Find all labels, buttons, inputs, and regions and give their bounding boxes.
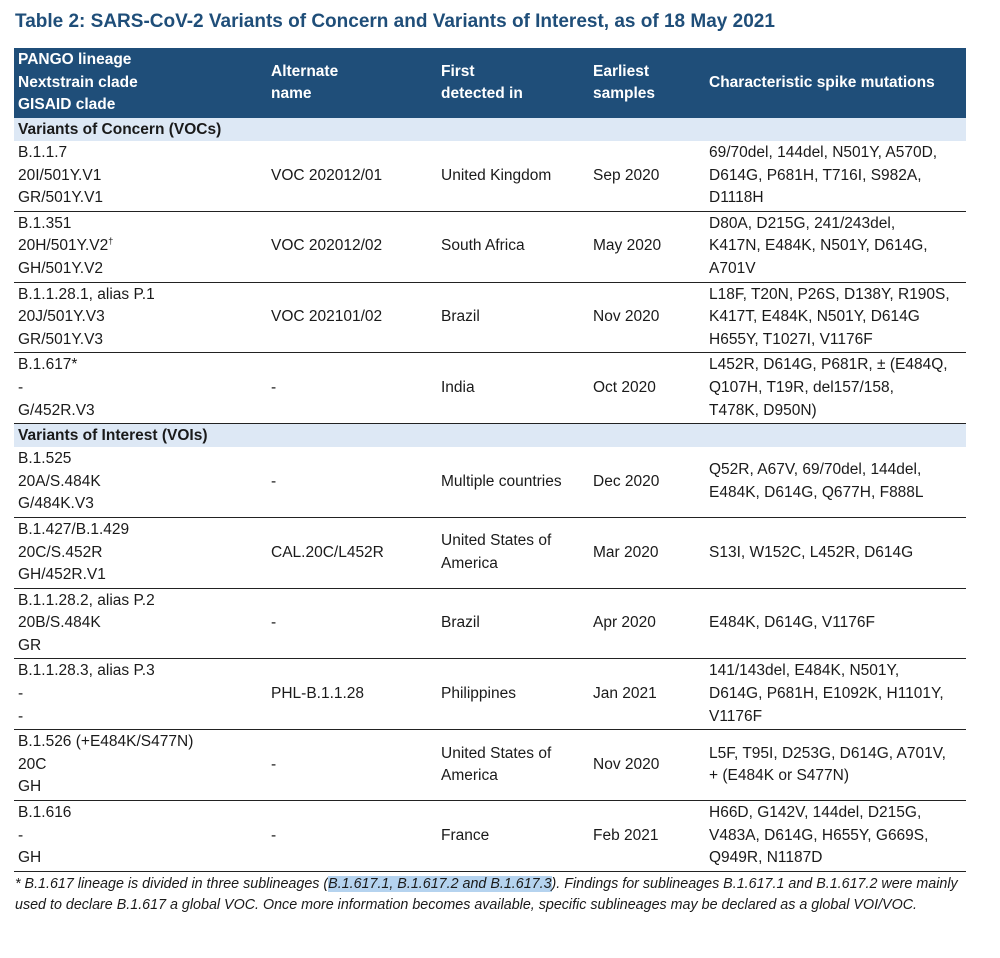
table-body — [14, 118, 966, 871]
alternate-name-cell: - — [267, 730, 437, 801]
first-detected-cell: Brazil — [437, 588, 589, 659]
table-title: Table 2: SARS-CoV-2 Variants of Concern and Variants of Interest, as of 18 May 2021 — [15, 11, 775, 32]
mutation-line: 69/70del, 144del, N501Y, A570D, — [709, 144, 938, 161]
lineage-line — [18, 187, 267, 210]
mutation-line: V483A, D614G, H655Y, G669S, — [709, 826, 929, 844]
lineage-line — [18, 471, 267, 494]
lineage-text: GR — [18, 636, 42, 654]
lineage-cell — [14, 588, 267, 659]
lineage-line — [18, 519, 267, 542]
lineage-line — [18, 165, 267, 188]
alternate-name-cell: VOC 202101/02 — [267, 282, 437, 353]
earliest-samples-cell: Mar 2020 — [589, 517, 705, 588]
lineage-text: - — [18, 378, 24, 396]
mutation-line: Q52R, A67V, 69/70del, 144del, — [709, 461, 922, 479]
header-lineage-line: PANGO lineage — [18, 51, 132, 69]
mutation-line: T478K, D950N) — [709, 401, 817, 419]
mutation-line: 141/143del, E484K, N501Y, — [709, 662, 900, 680]
earliest-samples-cell: Nov 2020 — [589, 730, 705, 801]
lineage-text: G/452R.V3 — [18, 401, 95, 419]
footnote-text: * B.1.617 lineage is divided in three sublineages ( — [15, 875, 329, 892]
mutations-cell — [705, 211, 966, 282]
lineage-cell — [14, 353, 267, 424]
lineage-text: G/484K.V3 — [18, 495, 94, 513]
lineage-text: 20J/501Y.V3 — [18, 308, 105, 326]
lineage-text: 20I/501Y.V1 — [18, 166, 102, 184]
mutations-cell — [705, 517, 966, 588]
lineage-cell — [14, 730, 267, 801]
lineage-text: GR/501Y.V1 — [18, 189, 104, 207]
table-row — [14, 659, 966, 730]
table-row — [14, 801, 966, 872]
lineage-line — [18, 493, 267, 516]
lineage-cell — [14, 659, 267, 730]
lineage-text: B.1.1.28.1, alias P.1 — [18, 285, 155, 303]
header-alternate-line: Alternate — [271, 63, 339, 80]
lineage-line — [18, 706, 267, 729]
lineage-line — [18, 354, 267, 377]
mutations-cell — [705, 141, 966, 211]
variants-table — [14, 48, 966, 872]
earliest-samples-cell: Nov 2020 — [589, 282, 705, 353]
mutation-line: E484K, D614G, Q677H, F888L — [709, 484, 924, 502]
lineage-line — [18, 377, 267, 400]
lineage-cell — [14, 801, 267, 872]
lineage-text: 20H/501Y.V2 — [18, 237, 109, 255]
lineage-text: GH/452R.V1 — [18, 566, 106, 584]
mutation-line: E484K, D614G, V1176F — [709, 614, 876, 632]
lineage-text: 20A/S.484K — [18, 472, 101, 490]
first-detected-cell: South Africa — [437, 211, 589, 282]
lineage-text: B.1.427/B.1.429 — [18, 520, 130, 538]
lineage-text: B.1.616 — [18, 804, 72, 822]
lineage-line — [18, 776, 267, 799]
header-alternate-line: name — [271, 85, 312, 102]
earliest-samples-cell: May 2020 — [589, 211, 705, 282]
lineage-line — [18, 683, 267, 706]
header-earliest-line: Earliest — [593, 63, 650, 80]
dagger-mark: † — [108, 236, 114, 247]
lineage-text: - — [18, 826, 24, 844]
lineage-line — [18, 142, 267, 165]
first-detected-cell: Brazil — [437, 282, 589, 353]
page — [14, 0, 966, 916]
first-detected-cell: India — [437, 353, 589, 424]
mutations-cell — [705, 588, 966, 659]
lineage-line — [18, 635, 267, 658]
table-row — [14, 211, 966, 282]
footnote — [14, 874, 967, 916]
lineage-line — [18, 448, 267, 471]
lineage-text: B.1.351 — [18, 214, 72, 232]
table-row — [14, 730, 966, 801]
first-detected-cell: Philippines — [437, 659, 589, 730]
earliest-samples-cell: Apr 2020 — [589, 588, 705, 659]
lineage-line — [18, 612, 267, 635]
lineage-text: B.1.525 — [18, 450, 72, 468]
alternate-name-cell: - — [267, 353, 437, 424]
lineage-line — [18, 284, 267, 307]
lineage-cell — [14, 211, 267, 282]
earliest-samples-cell: Oct 2020 — [589, 353, 705, 424]
lineage-line — [18, 731, 267, 754]
mutation-line: Q107H, T19R, del157/158, — [709, 378, 894, 396]
lineage-cell — [14, 282, 267, 353]
lineage-text: 20C/S.452R — [18, 543, 103, 561]
header-row — [14, 48, 966, 118]
header-lineage — [14, 48, 267, 118]
mutation-line: Q949R, N1187D — [709, 849, 823, 867]
lineage-text: GH/501Y.V2 — [18, 259, 104, 277]
mutation-line: K417T, E484K, N501Y, D614G — [709, 308, 920, 326]
section-row — [14, 424, 966, 448]
section-label: Variants of Concern (VOCs) — [14, 118, 966, 141]
lineage-text: GH — [18, 849, 42, 867]
mutation-line: L452R, D614G, P681R, ± (E484Q, — [709, 356, 948, 374]
earliest-samples-cell: Feb 2021 — [589, 801, 705, 872]
lineage-text: 20B/S.484K — [18, 614, 101, 632]
lineage-text: B.1.1.7 — [18, 144, 68, 161]
mutation-line: A701V — [709, 259, 756, 277]
mutation-line: V1176F — [709, 707, 763, 725]
header-alternate — [267, 48, 437, 118]
table-row — [14, 353, 966, 424]
table-row — [14, 282, 966, 353]
section-row — [14, 118, 966, 141]
lineage-line — [18, 754, 267, 777]
lineage-line — [18, 400, 267, 423]
alternate-name-cell: - — [267, 447, 437, 517]
lineage-line — [18, 564, 267, 587]
earliest-samples-cell: Dec 2020 — [589, 447, 705, 517]
first-detected-cell: United Kingdom — [437, 141, 589, 211]
alternate-name-cell: VOC 202012/01 — [267, 141, 437, 211]
lineage-line — [18, 306, 267, 329]
lineage-text: GR/501Y.V3 — [18, 330, 104, 348]
mutations-cell — [705, 801, 966, 872]
mutation-line: D80A, D215G, 241/243del, — [709, 214, 896, 232]
mutations-cell — [705, 282, 966, 353]
lineage-text: B.1.617* — [18, 356, 78, 374]
first-detected-cell: Multiple countries — [437, 447, 589, 517]
lineage-cell — [14, 141, 267, 211]
table-row — [14, 141, 966, 211]
lineage-text: - — [18, 685, 24, 703]
header-first-line: detected in — [441, 85, 523, 102]
mutation-line: L18F, T20N, P26S, D138Y, R190S, — [709, 285, 950, 303]
mutation-line: D614G, P681H, T716I, S982A, — [709, 166, 922, 184]
lineage-text: B.1.1.28.2, alias P.2 — [18, 591, 155, 609]
alternate-name-cell: PHL-B.1.1.28 — [267, 659, 437, 730]
header-lineage-line: GISAID clade — [18, 96, 116, 114]
mutations-cell — [705, 353, 966, 424]
section-label: Variants of Interest (VOIs) — [14, 424, 966, 448]
mutations-cell — [705, 730, 966, 801]
footnote-text-end: ). Findings for sublineages B.1.617.1 and B.1.617.2 were mainly used to declare B.1.617 a global VOC. Once more information becomes available, specific sublineages may be declared as a global VOI/VOC. — [15, 875, 958, 913]
lineage-line — [18, 235, 267, 258]
lineage-text: B.1.526 (+E484K/S477N) — [18, 733, 194, 751]
first-detected-cell: United States of America — [437, 517, 589, 588]
mutation-line: S13I, W152C, L452R, D614G — [709, 543, 914, 561]
lineage-text: 20C — [18, 755, 47, 773]
lineage-line — [18, 847, 267, 870]
mutation-line: D614G, P681H, E1092K, H1101Y, — [709, 685, 944, 703]
alternate-name-cell: VOC 202012/02 — [267, 211, 437, 282]
header-first-detected — [437, 48, 589, 118]
mutation-line: D1118H — [709, 189, 764, 207]
alternate-name-cell: - — [267, 588, 437, 659]
mutation-line: H655Y, T1027I, V1176F — [709, 330, 873, 348]
footnote-highlight: B.1.617.1, B.1.617.2 and B.1.617.3 — [328, 875, 552, 892]
lineage-line — [18, 660, 267, 683]
alternate-name-cell: CAL.20C/L452R — [267, 517, 437, 588]
mutation-line: + (E484K or S477N) — [709, 767, 850, 785]
lineage-line — [18, 329, 267, 352]
table-row — [14, 588, 966, 659]
lineage-line — [18, 542, 267, 565]
lineage-text: B.1.1.28.3, alias P.3 — [18, 662, 155, 680]
lineage-line — [18, 590, 267, 613]
header-first-line: First — [441, 63, 475, 80]
header-lineage-line: Nextstrain clade — [18, 73, 138, 91]
header-mutations: Characteristic spike mutations — [709, 74, 935, 91]
lineage-cell — [14, 517, 267, 588]
mutation-line: H66D, G142V, 144del, D215G, — [709, 804, 922, 822]
lineage-cell — [14, 447, 267, 517]
first-detected-cell: United States of America — [437, 730, 589, 801]
earliest-samples-cell: Jan 2021 — [589, 659, 705, 730]
header-earliest-line: samples — [593, 85, 656, 102]
table-row — [14, 517, 966, 588]
earliest-samples-cell: Sep 2020 — [589, 141, 705, 211]
table-row — [14, 447, 966, 517]
header-earliest — [589, 48, 705, 118]
first-detected-cell: France — [437, 801, 589, 872]
lineage-line — [18, 258, 267, 281]
mutation-line: L5F, T95I, D253G, D614G, A701V, — [709, 744, 946, 762]
lineage-line — [18, 825, 267, 848]
alternate-name-cell: - — [267, 801, 437, 872]
mutations-cell — [705, 659, 966, 730]
lineage-line — [18, 213, 267, 236]
lineage-text: - — [18, 707, 24, 725]
mutations-cell — [705, 447, 966, 517]
lineage-text: GH — [18, 778, 42, 796]
lineage-line — [18, 802, 267, 825]
mutation-line: K417N, E484K, N501Y, D614G, — [709, 237, 928, 255]
